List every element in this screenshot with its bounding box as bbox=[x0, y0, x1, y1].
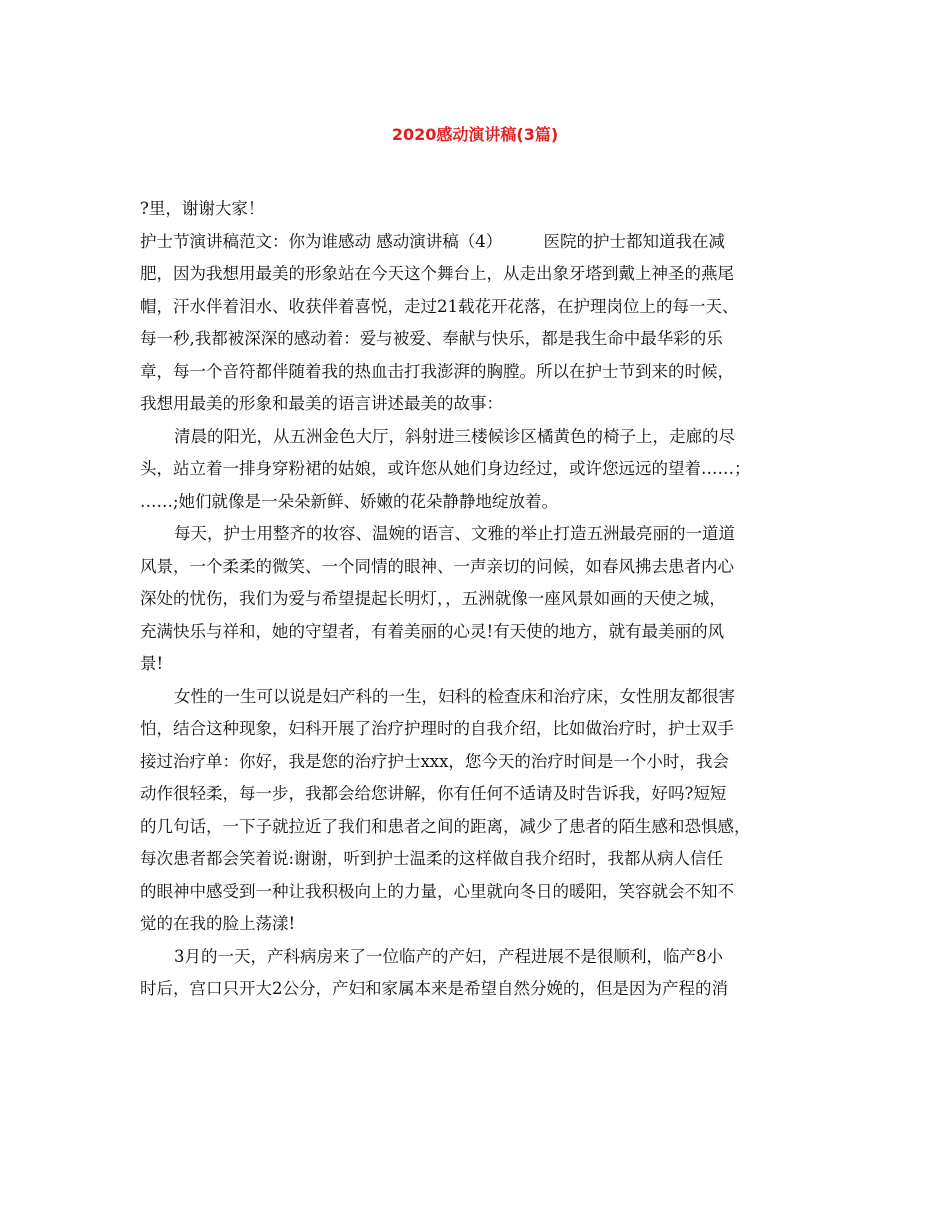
text-line: 接过治疗单：你好，我是您的治疗护士xxx，您今天的治疗时间是一个小时，我会 bbox=[140, 751, 729, 771]
text-line: 帽，汗水伴着泪水、收获伴着喜悦，走过21载花开花落，在护理岗位上的每一天、 bbox=[140, 296, 739, 316]
text-line: 景! bbox=[140, 654, 164, 673]
text-line: 护士节演讲稿范文：你为谁感动 感动演讲稿（4） 医院的护士都知道我在减 bbox=[140, 231, 725, 251]
text-line: ……;她们就像是一朵朵新鲜、娇嫩的花朵静静地绽放着。 bbox=[140, 491, 559, 511]
text-line: 的眼神中感受到一种让我积极向上的力量，心里就向冬日的暖阳，笑容就会不知不 bbox=[140, 881, 734, 901]
text-line: 风景，一个柔柔的微笑、一个同情的眼神、一声亲切的问候，如春风拂去患者内心 bbox=[140, 556, 734, 576]
text-line: 觉的在我的脸上荡漾! bbox=[140, 914, 296, 933]
paragraph-start-line: 女性的一生可以说是妇产科的一生，妇科的检查床和治疗床，女性朋友都很害 bbox=[174, 686, 735, 706]
document-body bbox=[140, 193, 830, 1006]
text-line: 我想用最美的形象和最美的语言讲述最美的故事： bbox=[140, 394, 503, 413]
text-line: ?里，谢谢大家！ bbox=[140, 199, 265, 218]
text-line: 深处的忧伤，我们为爱与希望提起长明灯，，五洲就像一座风景如画的天使之城， bbox=[140, 589, 726, 608]
paragraph-start-line: 清晨的阳光，从五洲金色大厅，斜射进三楼候诊区橘黄色的椅子上，走廊的尽 bbox=[174, 426, 735, 446]
text-line: 每一秒,我都被深深的感动着：爱与被爱、奉献与快乐，都是我生命中最华彩的乐 bbox=[140, 329, 723, 348]
text-line: 肥，因为我想用最美的形象站在今天这个舞台上，从走出象牙塔到戴上神圣的燕尾 bbox=[140, 264, 734, 283]
text-line: 章，每一个音符都伴随着我的热血击打我澎湃的胸膛。所以在护士节到来的时候， bbox=[140, 361, 734, 381]
document-title: 2020感动演讲稿(3篇) bbox=[391, 125, 559, 144]
text-line: 动作很轻柔，每一步，我都会给您讲解，你有任何不适请及时告诉我，好吗?短短 bbox=[140, 784, 727, 803]
text-line: 充满快乐与祥和，她的守望者，有着美丽的心灵!有天使的地方，就有最美丽的风 bbox=[140, 621, 725, 641]
text-line: 头，站立着一排身穿粉裙的姑娘，或许您从她们身边经过，或许您远远的望着……； bbox=[140, 459, 751, 478]
text-line: 每次患者都会笑着说:谢谢，听到护士温柔的这样做自我介绍时，我都从病人信任 bbox=[140, 849, 724, 868]
paragraph-start-line: 每天，护士用整齐的妆容、温婉的语言、文雅的举止打造五洲最亮丽的一道道 bbox=[174, 524, 735, 543]
text-line: 的几句话，一下子就拉近了我们和患者之间的距离，减少了患者的陌生感和恐惧感， bbox=[140, 816, 751, 836]
paragraph-start-line: 3月的一天，产科病房来了一位临产的产妇，产程进展不是很顺利，临产8小 bbox=[174, 946, 723, 966]
text-line: 怕，结合这种现象，妇科开展了治疗护理时的自我介绍，比如做治疗时，护士双手 bbox=[140, 719, 734, 738]
text-line: 时后，宫口只开大2公分，产妇和家属本来是希望自然分娩的，但是因为产程的消 bbox=[140, 979, 728, 998]
